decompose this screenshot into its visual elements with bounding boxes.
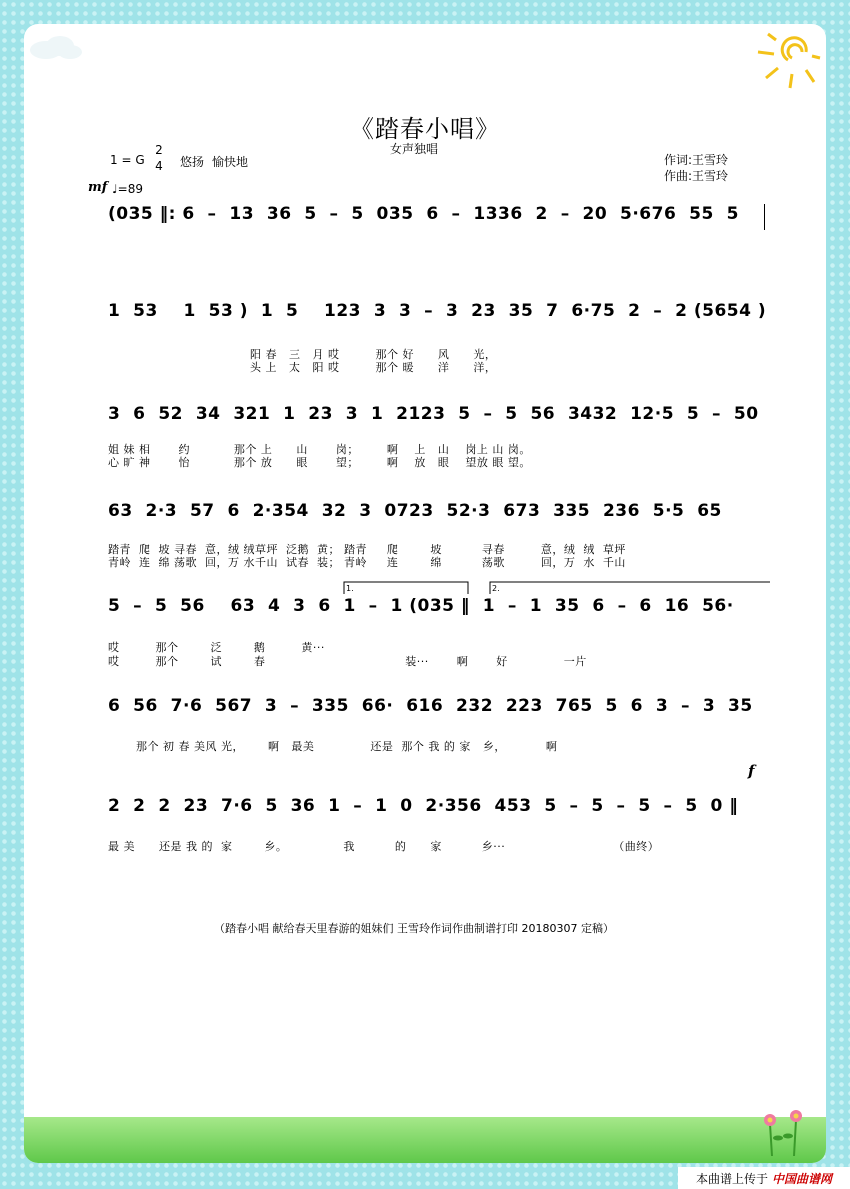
svg-text:1.: 1. [346,584,354,593]
tempo-marking [180,153,256,170]
time-signature [154,142,164,174]
score-sheet [24,24,826,1163]
meter-bottom: 4 [155,159,163,173]
lyric-line: 最 美 还是 我 的 家 乡。 我 的 家 乡··· （曲终） [108,840,660,853]
score-footnote: （踏春小唱 献给春天里春游的姐妹们 王雪玲作词作曲制谱打印 20180307 定稿） [214,922,614,935]
dynamic-marking: f [748,762,755,780]
notation-row: 5 – 5 56 63 4 3 6 1 – 1 (035 ‖ 1 – 1 35 6 – 6 16 56· [108,596,734,616]
song-title: 《踏春小唱》 [350,115,500,143]
lyric-line: 踏青 爬 坡 寻春 意，绒 绒草坪 泛鹅 黄； 踏青 爬 坡 寻春 意，绒 绒 草坪 [108,543,626,556]
lyricist-credit: 作词:王雪玲 [664,153,729,167]
sun-icon [748,30,822,94]
lyric-line: 姐 妹 相 约 那个 上 山 岗； 啊 上 山 岗上 山 岗。 [108,443,531,456]
volta-brackets [342,580,772,594]
quarter-note-icon: ♩ [112,182,118,196]
notation-row: (035 ‖: 6 – 13 36 5 – 5 035 6 – 1336 2 – 20 5·676 55 5 [108,204,739,224]
cloud-icon [26,32,86,62]
lyric-line: 哎 那个 泛 鹅 黄··· [108,641,325,654]
notation-row: 3 6 52 34 321 1 23 3 1 2123 5 – 5 56 3432 12·5 5 – 50 [108,404,759,424]
notation-row: 63 2·3 57 6 2·354 32 3 0723 52·3 673 335 236 5·5 65 [108,501,722,521]
lyric-line: 青岭 连 绵 荡歌 回，万 水千山 试春 装； 青岭 连 绵 荡歌 回，万 水 千山 [108,556,626,569]
notation-row: 1 53 1 53 ) 1 5 123 3 3 – 3 23 35 7 6·75 2 – 2 (5654 ) [108,301,767,321]
lyric-line: 那个 初 春 美风 光， 啊 最美 还是 那个 我 的 家 乡， 啊 [108,740,558,753]
key-signature: 1 = G [110,153,145,167]
upload-prefix: 本曲谱上传于 [695,1171,768,1186]
barline [764,204,765,230]
song-subtitle: 女声独唱 [390,142,439,156]
svg-text:2.: 2. [492,584,500,593]
metronome-mark [112,182,143,196]
tempo-word: 愉快地 [212,155,249,169]
flower-icon [754,1106,814,1156]
tempo-word: 悠扬 [180,155,205,169]
metronome-value: =89 [117,182,143,196]
upload-watermark [678,1167,850,1189]
lyric-line: 头 上 太 阳 哎 那个 暖 洋 洋， [250,361,497,374]
notation-row: 2 2 2 23 7·6 5 36 1 – 1 0 2·356 453 5 – 5 – 5 – 5 0 ‖ [108,796,739,816]
grass-decoration [24,1117,826,1163]
lyric-line: 阳 春 三 月 哎 那个 好 风 光， [250,348,497,361]
meter-top: 2 [155,143,163,157]
lyric-line: 心 旷 神 怡 那个 放 眼 望； 啊 放 眼 望放 眼 望。 [108,456,531,469]
dynamic-marking: mf [88,180,108,195]
lyric-line: 哎 那个 试 春 装··· 啊 好 一片 [108,655,587,668]
site-logo[interactable]: 中国曲谱网 [772,1171,833,1186]
composer-credit: 作曲:王雪玲 [664,169,729,183]
notation-row: 6 56 7·6 567 3 – 335 66· 616 232 223 765 5 6 3 – 3 35 [108,696,753,716]
